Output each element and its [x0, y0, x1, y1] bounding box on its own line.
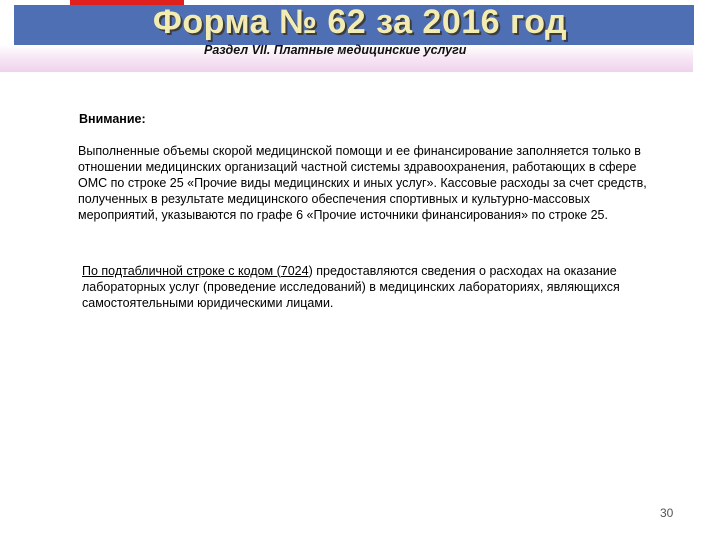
- note-paragraph-2-prefix: По подтабличной строке с кодом (: [82, 264, 281, 278]
- row-code: 7024: [280, 264, 309, 278]
- section-subtitle: Раздел VII. Платные медицинские услуги: [204, 43, 467, 57]
- note-paragraph-2: [82, 263, 642, 311]
- note-paragraph-2-suffix: ) предоставляются сведения о расходах на оказание лабораторных услуг (проведение исследований) в медицинских лабораториях, являющихся самостоятельными юридическими лицами.: [82, 264, 620, 310]
- attention-label: Внимание:: [79, 112, 146, 126]
- page-number: 30: [660, 506, 674, 520]
- page-title: Форма № 62 за 2016 год: [152, 3, 568, 41]
- note-paragraph-1: Выполненные объемы скорой медицинской помощи и ее финансирование заполняется только в отношении медицинских организаций частной системы здравоохранения, работающих в сфере ОМС по строке 25 «Прочие виды медицинских и иных услуг». Кассовые расходы за счет средств, полученных в результате медицинского обеспечения спортивных и культурно-массовых мероприятий, указываются по графе 6 «Прочие источники финансирования» по строке 25.: [78, 144, 647, 222]
